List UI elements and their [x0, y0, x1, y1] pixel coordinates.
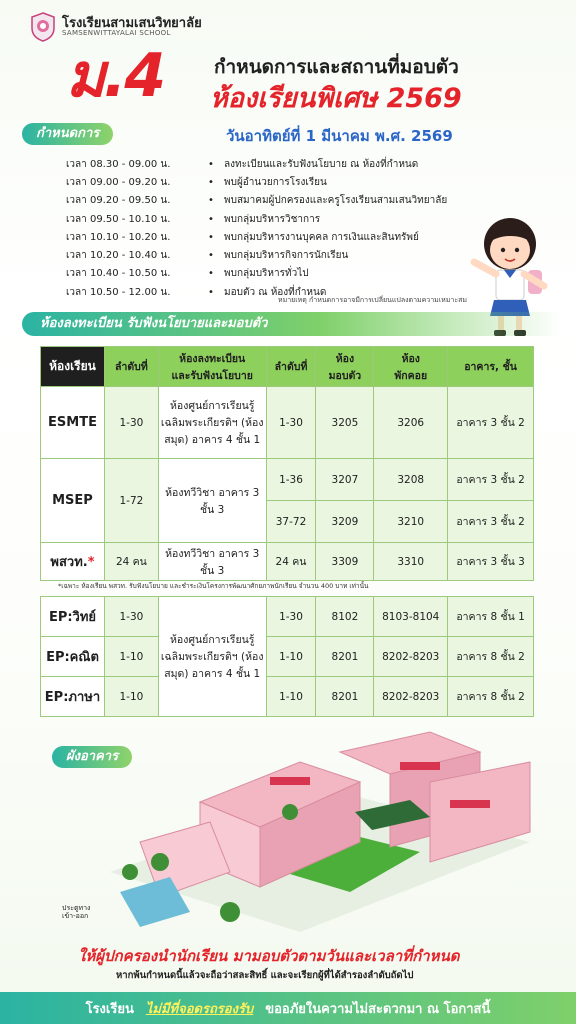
table-row: [41, 597, 534, 637]
schedule-activity: พบกลุ่มบริหารกิจการนักเรียน: [224, 250, 349, 262]
order-cell: 1-10: [266, 637, 316, 677]
schedule-section-label: กำหนดการ: [22, 123, 113, 145]
page-subtitle: ห้องเรียนพิเศษ 2569: [210, 83, 462, 114]
event-date: วันอาทิตย์ที่ 1 มีนาคม พ.ศ. 2569: [226, 127, 453, 145]
room-name-text: พสวท.: [50, 555, 88, 570]
bullet: •: [208, 268, 214, 280]
gate-label: ประตูทาง เข้า-ออก: [62, 904, 91, 921]
bullet: •: [208, 286, 214, 298]
table-row: [41, 459, 534, 501]
report-room-cell: 8102: [316, 597, 374, 637]
schedule-time: เวลา 10.10 - 10.20 น.: [66, 231, 171, 243]
schedule-activity: พบสมาคมผู้ปกครองและครูโรงเรียนสามเสนวิทยาลัย: [224, 195, 448, 207]
order-cell: 24 คน: [266, 543, 316, 581]
schedule-activity: พบกลุ่มบริหารวิชาการ: [224, 213, 321, 225]
report-room-cell: 3205: [316, 387, 374, 459]
schedule-activity: พบกลุ่มบริหารทั่วไป: [224, 268, 309, 280]
header-order: ลำดับที่: [104, 347, 158, 387]
report-room-cell: 3309: [316, 543, 374, 581]
schedule-activity: มอบตัว ณ ห้องที่กำหนด: [224, 286, 327, 298]
schedule-activity: พบผู้อำนวยการโรงเรียน: [224, 176, 327, 188]
table-header-row: [41, 347, 534, 387]
report-room-cell: 8201: [316, 677, 374, 717]
room-name: MSEP: [41, 459, 105, 543]
header-waiting-room: ห้อง พักคอย: [374, 347, 448, 387]
table-row: [41, 677, 534, 717]
order-cell: 37-72: [266, 501, 316, 543]
notice-highlight: ไม่มีที่จอดรถรองรับ: [145, 1001, 254, 1017]
waiting-room-cell: 8103-8104: [374, 597, 448, 637]
schedule-time: เวลา 10.20 - 10.40 น.: [66, 250, 171, 262]
order-cell: 1-72: [104, 459, 158, 543]
school-name-english: SAMSENWITTAYALAI SCHOOL: [62, 29, 171, 37]
order-cell: 1-36: [266, 459, 316, 501]
schedule-time: เวลา 10.50 - 12.00 น.: [66, 286, 171, 298]
building-cell: อาคาร 3 ชั้น 2: [448, 459, 534, 501]
schedule-time: เวลา 10.40 - 10.50 น.: [66, 268, 171, 280]
order-cell: 1-10: [104, 677, 158, 717]
building-cell: อาคาร 8 ชั้น 1: [448, 597, 534, 637]
bullet: •: [208, 231, 214, 243]
bullet: •: [208, 176, 214, 188]
schedule-time: เวลา 09.00 - 09.20 น.: [66, 176, 171, 188]
school-name-thai: โรงเรียนสามเสนวิทยาลัย: [62, 16, 202, 31]
header-report-room: ห้อง มอบตัว: [316, 347, 374, 387]
waiting-room-cell: 3310: [374, 543, 448, 581]
page-title: กำหนดการและสถานที่มอบตัว: [214, 56, 459, 78]
room-name: EP:คณิต: [41, 637, 105, 677]
bullet: •: [208, 250, 214, 262]
room-name: [41, 543, 105, 581]
registration-room-cell: ห้องศูนย์การเรียนรู้ เฉลิมพระเกียรติฯ (ห้องสมุด) อาคาร 4 ชั้น 1: [158, 387, 266, 459]
schedule-time: เวลา 08.30 - 09.00 น.: [66, 158, 171, 170]
schedule-activity: ลงทะเบียนและรับฟังนโยบาย ณ ห้องที่กำหนด: [224, 158, 419, 170]
bullet: •: [208, 213, 214, 225]
waiting-room-cell: 3210: [374, 501, 448, 543]
schedule-note: หมายเหตุ กำหนดการอาจมีการเปลี่ยนแปลงตามความเหมาะสม: [278, 296, 467, 304]
report-room-cell: 8201: [316, 637, 374, 677]
order-cell: 1-10: [266, 677, 316, 717]
registration-room-cell: ห้องทวีวิชา อาคาร 3 ชั้น 3: [158, 543, 266, 581]
registration-room-cell: ห้องทวีวิชา อาคาร 3 ชั้น 3: [158, 459, 266, 543]
table-row: [41, 387, 534, 459]
campus-map-illustration: [100, 722, 540, 940]
room-name: ESMTE: [41, 387, 105, 459]
footer-instruction: ให้ผู้ปกครองนำนักเรียน มามอบตัวตามวันและเวลาที่กำหนด: [78, 947, 460, 965]
table-remark: *เฉพาะ ห้องเรียน พสวท. รับฟังนโยบาย และชำระเงินโครงการพัฒนาศักยภาพนักเรียน จำนวน 400 บาท เท่านั้น: [58, 582, 369, 590]
bullet: •: [208, 158, 214, 170]
order-cell: 1-30: [266, 597, 316, 637]
waiting-room-cell: 8202-8203: [374, 677, 448, 717]
notice-left: โรงเรียน: [85, 1001, 134, 1017]
schedule-activity: พบกลุ่มบริหารงานบุคคล การเงินและสินทรัพย์: [224, 231, 419, 243]
table-row: [41, 543, 534, 581]
schedule-time: เวลา 09.50 - 10.10 น.: [66, 213, 171, 225]
footer-warning: หากพ้นกำหนดนี้แล้วจะถือว่าสละสิทธิ์ และจะเรียกผู้ที่ได้สำรองลำดับถัดไป: [116, 970, 414, 981]
order-cell: 24 คน: [104, 543, 158, 581]
room-name: EP:วิทย์: [41, 597, 105, 637]
header-order: ลำดับที่: [266, 347, 316, 387]
school-logo-icon: [30, 12, 56, 42]
table-row: [41, 637, 534, 677]
bullet: •: [208, 195, 214, 207]
grade-heading: ม.4: [66, 41, 165, 111]
header-room: ห้องเรียน: [41, 347, 105, 387]
schedule-item: [66, 155, 536, 173]
schedule-time: เวลา 09.20 - 09.50 น.: [66, 195, 171, 207]
footnote-star: *: [87, 555, 95, 570]
report-room-cell: 3207: [316, 459, 374, 501]
waiting-room-cell: 8202-8203: [374, 637, 448, 677]
registration-section-label: ห้องลงทะเบียน รับฟังนโยบายและมอบตัว: [22, 312, 562, 336]
waiting-room-cell: 3206: [374, 387, 448, 459]
header-building: อาคาร, ชั้น: [448, 347, 534, 387]
room-name: EP:ภาษา: [41, 677, 105, 717]
building-cell: อาคาร 3 ชั้น 2: [448, 501, 534, 543]
building-cell: อาคาร 3 ชั้น 3: [448, 543, 534, 581]
building-cell: อาคาร 3 ชั้น 2: [448, 387, 534, 459]
header-registration-room: ห้องลงทะเบียน และรับฟังนโยบาย: [158, 347, 266, 387]
order-cell: 1-30: [104, 387, 158, 459]
building-cell: อาคาร 8 ชั้น 2: [448, 677, 534, 717]
map-section-label: ผังอาคาร: [52, 746, 132, 768]
report-room-cell: 3209: [316, 501, 374, 543]
order-cell: 1-30: [104, 597, 158, 637]
parking-notice-bar: [0, 992, 576, 1024]
registration-room-cell: ห้องศูนย์การเรียนรู้ เฉลิมพระเกียรติฯ (ห้องสมุด) อาคาร 4 ชั้น 1: [158, 597, 266, 717]
waiting-room-cell: 3208: [374, 459, 448, 501]
registration-table: [40, 346, 534, 717]
order-cell: 1-30: [266, 387, 316, 459]
order-cell: 1-10: [104, 637, 158, 677]
building-cell: อาคาร 8 ชั้น 2: [448, 637, 534, 677]
schedule-item: [66, 192, 536, 210]
schedule-item: [66, 173, 536, 191]
notice-right: ขออภัยในความไม่สะดวกมา ณ โอกาสนี้: [265, 1001, 491, 1017]
